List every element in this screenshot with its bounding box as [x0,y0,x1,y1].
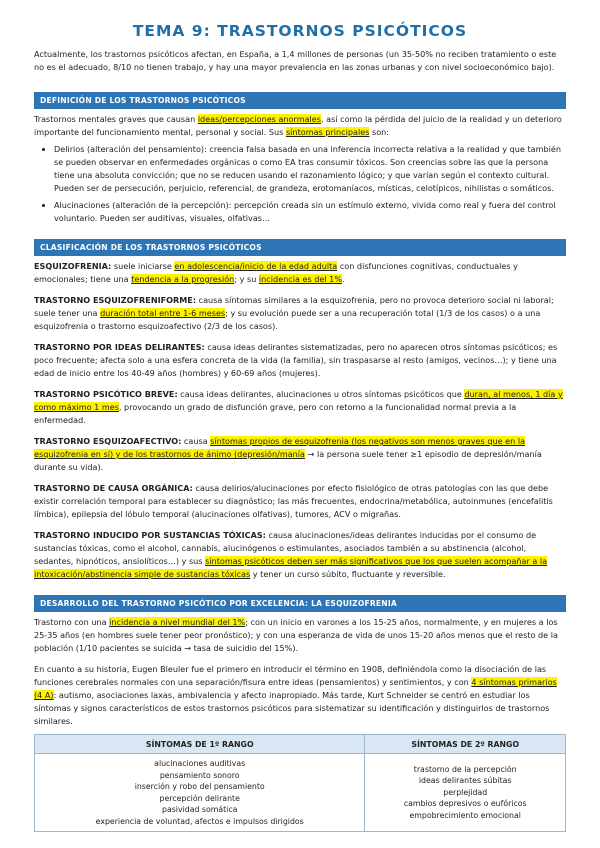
table-row [35,754,566,832]
highlight: tendencia a la progresión [131,274,235,284]
text-run: causa alucinaciones/ideas delirantes inducidas por el consumo de sustancias tóxicas, como el alcohol, cannabis, alucinógenos o estimulantes, asociados también a su abstinencia (alcohol, sedantes, hipnóticos, ansiolíticos…) y sus [34,530,537,566]
text-run: son: [369,127,390,137]
list-item: inserción y robo del pensamiento [134,782,265,791]
section-header-clasificacion: CLASIFICACIÓN DE LOS TRASTORNOS PSICÓTICOS [34,239,566,256]
sintomas-rango-table [34,734,566,832]
text-run: En cuanto a su historia, Eugen Bleuler fue el primero en introducir el término en 1908, definiéndola como la disociación de las funciones cerebrales normales con una separación/fisura entre ideas (pensamientos) y sentimientos, y con [34,664,547,687]
list-item: percepción delirante [159,793,240,803]
sintomas-list [34,143,566,225]
text-run: . [342,274,345,284]
list-item: pensamiento sonoro [159,770,240,780]
intro-paragraph: Actualmente, los trastornos psicóticos afectan, en España, a 1,4 millones de personas (un 35-50% no reciben tratamiento o este no es el adecuado, 8/10 no tienen trabajo, y hay una mayor prevalencia en las zonas urbanas y con nivel socioeconómico bajo). [34,49,557,72]
highlight: en adolescencia/inicio de la edad adulta [174,261,338,271]
esquizofreniforme-paragraph [34,294,566,333]
page-title: TEMA 9: TRASTORNOS PSICÓTICOS [132,22,468,40]
term-label: ESQUIZOFRENIA: [34,261,112,271]
highlight: incidencia es del 1% [258,274,343,284]
list-item: empobrecimiento emocional [409,810,521,820]
text-run: causa [181,436,211,446]
text-run: : autismo, asociaciones laxas, ambivalencia y afecto inapropiado. Más tarde, Kurt Schneider se centró en estudiar los síntomas y signos característicos de estos trastornos psicóticos para sistematizar su identificación y distinguirlos de trastornos similares. [34,690,550,726]
text-run: suele iniciarse [111,261,175,271]
column-header-rango-1: SÍNTOMAS DE 1º RANGO [35,735,365,754]
list-item: ideas delirantes súbitas [418,776,512,786]
rango-1-cell [35,754,365,832]
column-header-rango-2: SÍNTOMAS DE 2º RANGO [365,735,566,754]
highlight: incidencia a nivel mundial del 1% [109,617,246,627]
esquizoafectivo-paragraph [34,435,566,474]
term-label: TRASTORNO INDUCIDO POR SUSTANCIAS TÓXICAS: [34,530,266,540]
text-run: Trastornos mentales graves que causan [34,114,198,124]
term-label: TRASTORNO DE CAUSA ORGÁNICA: [34,483,193,493]
text-run: , así como la pérdida del juicio de la realidad y un deterioro importante del funcionamiento mental, personal y social. Sus [34,114,562,137]
esquizofrenia-paragraph [34,260,566,286]
text-run: causa ideas delirantes, alucinaciones u otros síntomas psicóticos que [177,389,465,399]
section-header-esquizofrenia: DESARROLLO DEL TRASTORNO PSICÓTICO POR EXCELENCIA: LA ESQUIZOFRENIA [34,595,566,612]
list-item-alucinaciones: • Alucinaciones (alteración de la percepción): percepción creada sin un estímulo externo, vivida como real y fuera del control voluntario. Pueden ser auditivas, visuales, olfativas… [54,199,566,225]
highlight: síntomas propios de esquizofrenia (los negativos son menos graves que en la esquizofrenia en sí) y de los trastornos de ánimo (depresión/manía [34,436,526,459]
highlight: síntomas psicóticos deben ser más significativos que los que suelen acompañar a la intoxicación/abstinencia simple de sustancias tóxicas [34,556,548,579]
highlight-sintomas-principales: síntomas principales [285,127,370,137]
highlight: duración total entre 1-6 meses [100,308,226,318]
highlight: 4 síntomas primarios (4 A) [34,677,557,700]
list-item: trastorno de la percepción [413,764,517,774]
list-item: perplejidad [443,787,488,797]
list-item: alucinaciones auditivas [154,759,246,768]
text-run: Trastorno con una [34,617,110,627]
term-label: TRASTORNO ESQUIZOFRENIFORME: [34,295,197,305]
list-item-delirios: • Delirios (alteración del pensamiento): creencia falsa basada en una inferencia incorrecta relativa a la realidad y que también se pueden observar en enfermedades orgánicas o como EA tras consumir tóxicos. Son creencias sobre las que la persona tiene una absoluta convicción; que no se reducen usando el razonamiento lógico; y que varían según el contexto cultural. Pueden ser de persecución, perjuicio, referencial, de grandeza, erotomaníacos, místicas, celotípicos, nihilistas o somáticos. [54,143,566,195]
table-header-row [35,735,566,754]
rango-2-cell [365,754,566,832]
term-label: TRASTORNO POR IDEAS DELIRANTES: [34,342,205,352]
ideas-delirantes-paragraph [34,341,566,380]
text-run: , provocando un grado de disfunción grave, pero con retorno a la funcionalidad normal previa a la enfermedad. [34,402,517,425]
psicotico-breve-paragraph [34,388,566,427]
text-run: causa ideas delirantes sistematizadas, pero no aparecen otros síntomas psicóticos; es poco frecuente; afecta solo a una esfera concreta de la vida (la familia), sin traspasarse al resto (amigos, vecinos…); y tiene una edad de inicio entre los 40-49 años (hombres) y 60-69 años (mujeres). [34,342,558,378]
definicion-paragraph [34,113,566,139]
highlight: duran, al menos, 1 día y como máximo 1 mes [34,389,563,412]
term-label: TRASTORNO ESQUIZOAFECTIVO: [34,436,182,446]
text-run: ; y su [234,274,259,284]
esquizofrenia-incidencia-paragraph [34,616,566,655]
causa-organica-paragraph [34,482,566,521]
highlight-ideas-percepciones: ideas/percepciones anormales [197,114,321,124]
list-item: pasividad somática [162,805,238,814]
text-run: → la persona suele tener ≥1 episodio de depresión/manía durante su vida). [34,449,542,472]
section-header-definicion: DEFINICIÓN DE LOS TRASTORNOS PSICÓTICOS [34,92,566,109]
text-run: causa delirios/alucinaciones por efecto fisiológico de otras patologías con las que debe existir correlación temporal para establecer su diagnóstico; las más frecuentes, endocrina/metabólica, autoinmunes (encefalitis límbica), epilepsia del lóbulo temporal (alucinaciones olfativas), tumores, ACV o migrañas. [34,483,553,519]
list-item: cambios depresivos o eufóricos [403,799,527,809]
text-run: ; con un inicio en varones a los 15-25 años, normalmente, y en mujeres a los 25-35 años (en hombres suele tener peor pronóstico); y con una esperanza de vida de unos 15-20 años menos que el resto de la población (1/10 pacientes se suicida → tasa de suicidio del 15%). [34,617,558,653]
text-run: ; y su evolución puede ser a una recuperación total (1/3 de los casos) o a una esquizofrenia o trastorno esquizoafectivo (2/3 de los casos). [34,308,541,331]
text-run: con disfunciones cognitivas, conductuales y emocionales; tiene una [34,261,518,284]
list-item: experiencia de voluntad, afectos e impulsos dirigidos [95,816,304,826]
term-label: TRASTORNO PSICÓTICO BREVE: [34,389,178,399]
text-run: causa síntomas similares a la esquizofrenia, pero no provoca deterioro social ni laboral; suele tener una [34,295,554,318]
esquizofrenia-historia-paragraph [34,663,566,728]
sustancias-toxicas-paragraph [34,529,566,581]
text-run: y tener un curso súbito, fluctuante y reversible. [250,569,446,579]
